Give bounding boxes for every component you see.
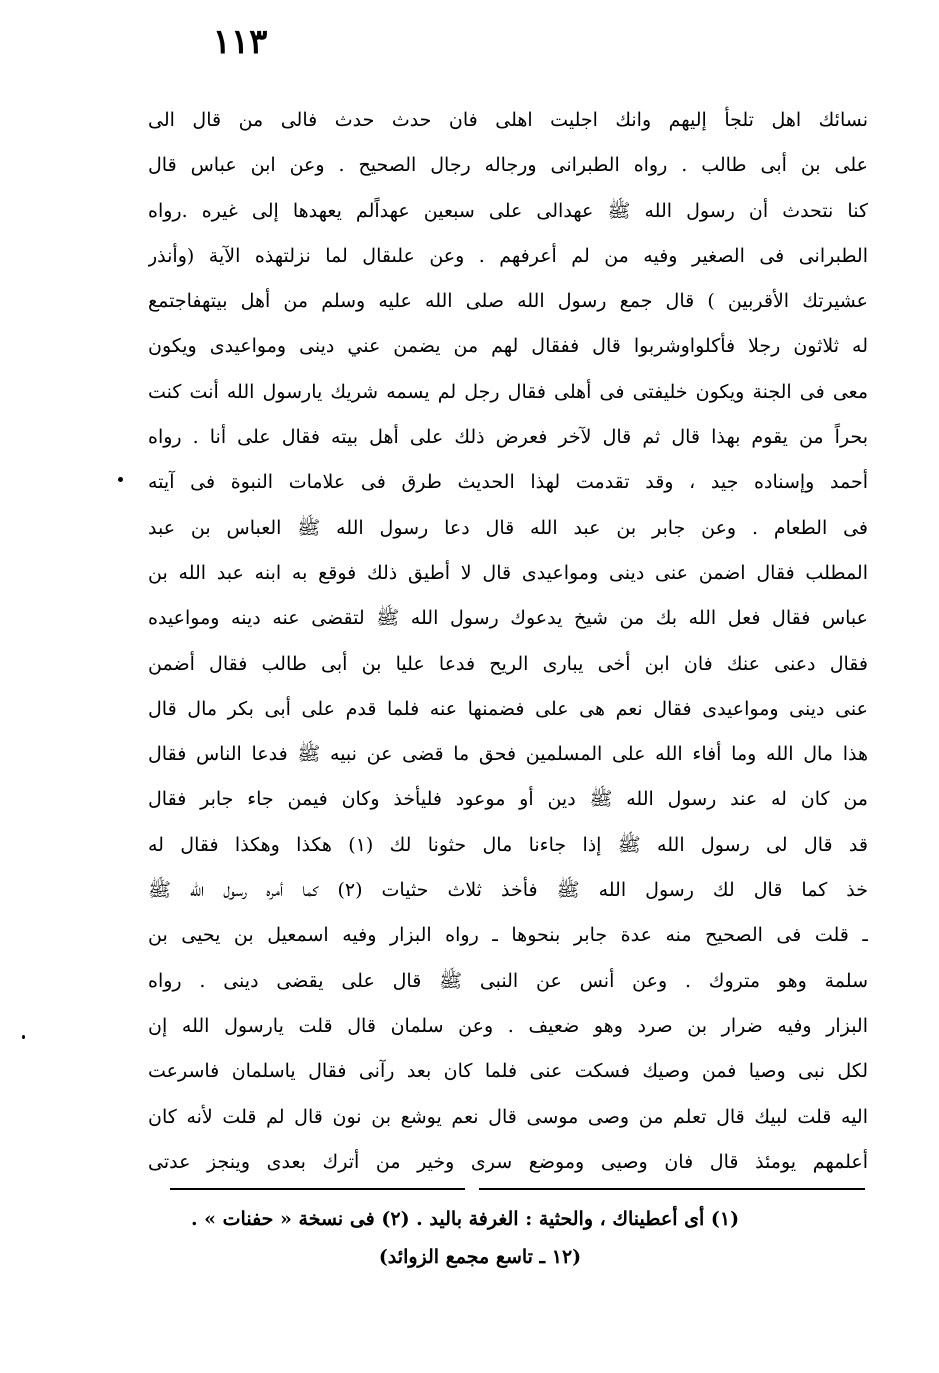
text-line: كنا نتحدث أن رسول الله ﷺ عهدالى على سبعين عهداًلم يعهدها إلى غيره .رواه	[148, 199, 868, 222]
text-line: عباس فقال فعل الله بك من شيخ يدعوك رسول الله ﷺ لتقضى عنه دينه ومواعيده	[148, 607, 868, 630]
text-line: أعلمهم يومئذ قال فان وصيى وموضع سرى وخير من أترك بعدى وينجز عدتى	[148, 1150, 868, 1173]
body-text	[148, 98, 868, 1185]
text-line: ـ قلت فى الصحيح منه عدة جابر بنحوها ـ رواه البزار وفيه اسمعيل بن يحيى بن	[148, 924, 868, 947]
text-line: عنى دينى ومواعيدى فقال نعم هى على فضمنها عنه فلما قدم على أبى بكر مال قال	[148, 697, 868, 720]
text-line: هذا مال الله وما أفاء الله على المسلمين فحق ما قضى عن نبيه ﷺ فدعا الناس فقال	[148, 743, 868, 766]
footnote-divider	[170, 1188, 865, 1190]
text-line: البزار وفيه ضرار بن صرد وهو ضعيف . وعن سلمان قال قلت يارسول الله إن	[148, 1014, 868, 1037]
text-line: سلمة وهو متروك . وعن أنس عن النبى ﷺ قال على يقضى دينى . رواه	[148, 969, 868, 992]
text-line: المطلب فقال اضمن عنى دينى ومواعيدى قال لا أطيق ذلك فوقع به ابنه عبد الله بن	[148, 561, 868, 584]
text-line: نسائك اهل تلجأ إليهم وانك اجليت اهلى فان حدث حدث فالى من قال الى	[148, 109, 868, 131]
text-line: من كان له عند رسول الله ﷺ دين أو موعود فليأخذ وكان فيمن جاء جابر فقال	[148, 788, 868, 811]
text-line: بحراً من يقوم بهذا قال ثم قال لآخر فعرض ذلك على أهل بيته فقال على أنا . رواه	[148, 426, 868, 449]
text-line: فقال دعنى عنك فان ابن أخى يبارى الريح فدعا عليا بن أبى طالب فقال أضمن	[148, 652, 868, 675]
text-line: على بن أبى طالب . رواه الطبرانى ورجاله رجال الصحيح . وعن ابن عباس قال	[148, 154, 868, 177]
text-line: لكل نبى وصيا فمن وصيك فسكت عنى فلما كان بعد رآنى فقال ياسلمان فاسرعت	[148, 1060, 868, 1083]
text-line: له ثلاثون رجلا فأكلواوشربوا قال ففقال لهم من يضمن عني دينى ومواعيدى ويكون	[148, 335, 868, 358]
page-number: ١١٣	[212, 22, 268, 62]
text-line: فى الطعام . وعن جابر بن عبد الله قال دعا رسول الله ﷺ العباس بن عبد	[148, 516, 868, 539]
text-line: اليه قلت لبيك قال تعلم من وصى موسى قال نعم يوشع بن نون قال لم قلت لأنه كان	[148, 1105, 868, 1128]
text-line: قد قال لى رسول الله ﷺ إذا جاءنا مال حثونا لك (١) هكذا وهكذا فقال له	[148, 833, 868, 856]
text-line: معى فى الجنة ويكون خليفتى فى أهلى فقال رجل لم يسمه شريك يارسول الله أنت كنت	[148, 380, 868, 403]
ink-speck	[118, 477, 123, 482]
text-line: خذ كما قال لك رسول الله ﷺ فأخذ ثلاث حثيات (٢) كما أمره رسول الله ﷺ	[148, 879, 868, 902]
divider-gap	[465, 1186, 479, 1192]
signature-mark: (١٢ ـ تاسع مجمع الزوائد)	[378, 1246, 582, 1268]
text-line: عشيرتك الأقربين ) قال جمع رسول الله صلى الله عليه وسلم من أهل بيتهفاجتمع	[148, 290, 868, 313]
footnote: (١) أى أعطيناك ، والحثية : الغرفة باليد . (٢) فى نسخة « حفنات » .	[190, 1208, 740, 1230]
text-line: أحمد وإسناده جيد ، وقد تقدمت لهذا الحديث طرق فى علامات النبوة فى آيته	[148, 471, 868, 494]
ink-speck	[22, 1035, 25, 1039]
text-line: الطبرانى فى الصغير وفيه من لم أعرفهم . وعن علىقال لما نزلتهذه الآية (وأنذر	[148, 244, 868, 267]
